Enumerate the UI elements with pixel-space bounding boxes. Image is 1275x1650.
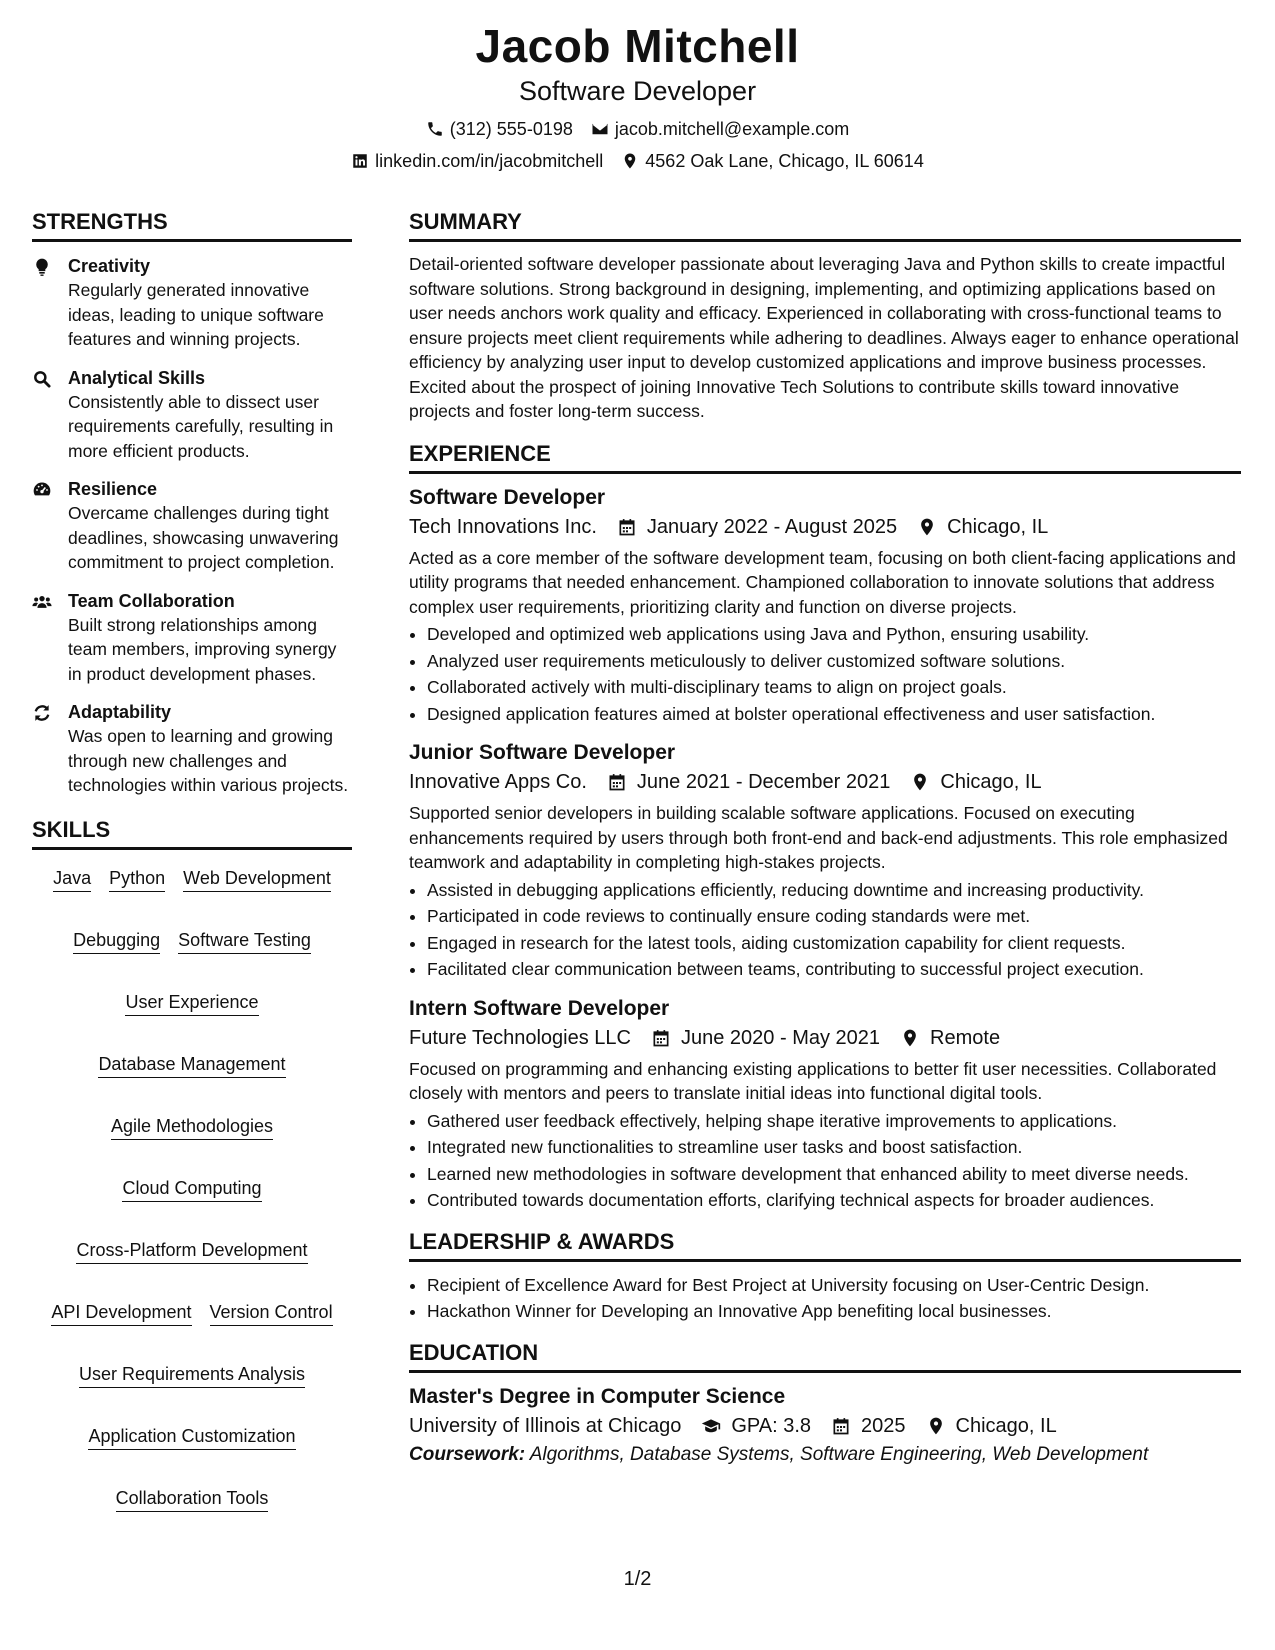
strength-title: Creativity (68, 256, 151, 276)
skill-tag: API Development (51, 1300, 191, 1326)
strength-item-collaboration (32, 589, 352, 687)
strength-title: Adaptability (68, 702, 172, 722)
contact-row-1 (0, 118, 1275, 140)
skill-tag: Debugging (73, 928, 160, 954)
strengths-heading: STRENGTHS (32, 208, 352, 242)
list-item: • Collaborated actively with multi-disciplinary teams to align on project goals. (427, 674, 1241, 701)
strength-title: Team Collaboration (68, 590, 235, 611)
job-entry (409, 995, 1241, 1214)
job-location: Chicago, IL (940, 771, 1042, 793)
education-location: Chicago, IL (955, 1414, 1057, 1437)
skills-heading: SKILLS (32, 816, 352, 850)
awards-heading: LEADERSHIP & AWARDS (409, 1228, 1241, 1262)
list-item: • Designed application features aimed at bolster operational effectiveness and user satisfaction. (427, 701, 1241, 728)
education-entry (409, 1383, 1241, 1469)
list-item: • Gathered user feedback effectively, helping shape iterative improvements to applications. (427, 1108, 1241, 1135)
experience-heading: EXPERIENCE (409, 440, 1241, 474)
strength-desc: Built strong relationships among team members, improving synergy in product development phases. (68, 614, 337, 684)
right-column (409, 208, 1241, 1469)
job-meta (409, 767, 1241, 797)
job-title: Software Developer (409, 485, 606, 509)
job-dates: June 2021 - December 2021 (636, 771, 891, 793)
coursework (409, 1441, 1241, 1469)
phone-text: (312) 555-0198 (449, 119, 573, 139)
skills-list (32, 860, 352, 1512)
list-item: • Participated in code reviews to continually ensure coding standards were met. (427, 903, 1241, 930)
job-location: Remote (930, 1026, 1001, 1049)
graduation-cap-icon (701, 1416, 721, 1436)
resume-header (0, 18, 1275, 172)
strength-item-adaptability (32, 700, 352, 798)
job-meta (409, 1023, 1241, 1053)
address-contact (621, 150, 924, 172)
job-entry (409, 484, 1241, 728)
linkedin-text: linkedin.com/in/jacobmitchell (375, 151, 604, 171)
linkedin-contact[interactable] (351, 150, 603, 172)
calendar-icon (607, 772, 627, 792)
coursework-text: Algorithms, Database Systems, Software Engineering, Web Development (529, 1443, 1149, 1465)
gauge-icon (32, 480, 52, 500)
list-item: • Hackathon Winner for Developing an Innovative App benefiting local businesses. (427, 1298, 1241, 1325)
summary-heading: SUMMARY (409, 208, 1241, 242)
job-description: Focused on programming and enhancing existing applications to better fit user necessities. Collaborated closely with mentors and peers to translate initial ideas into functional digital tools. (409, 1058, 1217, 1103)
summary-text: Detail-oriented software developer passionate about leveraging Java and Python skills to create impactful software solutions. Strong background in designing, implementing, and optimizing applications based on user needs anchors work quality and efficacy. Experienced in collaborating with cross-functional teams to ensure projects meet client requirements while adhering to deadlines. Always eager to enhance operational efficiency by analyzing user input to develop customized applications and improve business processes. Excited about the prospect of joining Innovative Tech Solutions to contribute skills toward innovative projects and foster long-term success. (409, 254, 1239, 421)
education-meta (409, 1411, 1241, 1441)
calendar-icon (617, 517, 637, 537)
map-pin-icon (910, 772, 930, 792)
job-title: Intern Software Developer (409, 996, 670, 1020)
calendar-icon (831, 1416, 851, 1436)
phone-icon (426, 120, 444, 138)
linkedin-icon (351, 152, 369, 170)
job-company: Future Technologies LLC (409, 1026, 631, 1049)
job-company: Tech Innovations Inc. (409, 515, 597, 538)
strength-desc: Overcame challenges during tight deadlines, showcasing unwavering commitment to project completion. (68, 503, 339, 572)
list-item: • Learned new methodologies in software development that enhanced ability to meet diverse needs. (427, 1161, 1241, 1188)
skill-tag: Version Control (210, 1300, 333, 1326)
skill-tag: User Experience (125, 990, 258, 1016)
coursework-label: Coursework: (409, 1443, 526, 1465)
job-bullets (409, 621, 1241, 727)
map-pin-icon (900, 1028, 920, 1048)
map-pin-icon (926, 1416, 946, 1436)
strength-title: Resilience (68, 479, 158, 499)
skill-tag: Application Customization (88, 1424, 295, 1450)
job-entry (409, 739, 1241, 983)
contact-row-2 (0, 150, 1275, 172)
strength-desc: Was open to learning and growing through new challenges and technologies within various projects. (68, 726, 349, 795)
list-item: • Assisted in debugging applications efficiently, reducing downtime and increasing productivity. (427, 877, 1241, 904)
list-item: • Engaged in research for the latest tools, aiding customization capability for client requests. (427, 930, 1241, 957)
strength-title: Analytical Skills (68, 367, 206, 388)
strengths-list (32, 252, 352, 798)
map-pin-icon (621, 152, 639, 170)
awards-list (409, 1272, 1241, 1325)
gpa-text: GPA: 3.8 (731, 1414, 812, 1437)
school-name: University of Illinois at Chicago (409, 1414, 682, 1437)
list-item: • Recipient of Excellence Award for Best Project at University focusing on User-Centric Design. (427, 1272, 1241, 1299)
page-number: 1/2 (623, 1568, 652, 1590)
map-pin-icon (917, 517, 937, 537)
skill-tag: Cloud Computing (122, 1176, 261, 1202)
users-icon (32, 592, 52, 612)
education-heading: EDUCATION (409, 1339, 1241, 1373)
list-item: • Facilitated clear communication between teams, contributing to successful project execution. (427, 956, 1241, 983)
candidate-name: Jacob Mitchell (475, 20, 800, 72)
skill-tag: Cross-Platform Development (76, 1238, 307, 1264)
job-bullets (409, 1108, 1241, 1214)
skill-tag: Agile Methodologies (111, 1114, 273, 1140)
strength-item-analytical (32, 366, 352, 464)
skill-tag: Python (109, 866, 165, 892)
list-item: • Analyzed user requirements meticulously to deliver customized software solutions. (427, 648, 1241, 675)
job-location: Chicago, IL (947, 515, 1049, 538)
job-company: Innovative Apps Co. (409, 771, 587, 793)
search-icon (32, 369, 52, 389)
job-meta (409, 512, 1241, 542)
job-bullets (409, 877, 1241, 983)
education-year: 2025 (861, 1414, 906, 1437)
strength-item-resilience (32, 477, 352, 575)
candidate-title: Software Developer (518, 76, 757, 106)
lightbulb-icon (32, 257, 52, 277)
phone-contact[interactable] (426, 118, 573, 140)
skill-tag: Software Testing (178, 928, 311, 954)
job-dates: June 2020 - May 2021 (681, 1026, 881, 1049)
list-item: • Integrated new functionalities to streamline user tasks and boost satisfaction. (427, 1134, 1241, 1161)
job-description: Acted as a core member of the software development team, focusing on both client-facing applications and utility programs that needed enhancement. Championed collaboration to innovate solutions that address complex user requirements, prioritizing clarity and function on diverse projects. (409, 547, 1236, 617)
address-text: 4562 Oak Lane, Chicago, IL 60614 (645, 151, 924, 171)
list-item: • Contributed towards documentation efforts, clarifying technical aspects for broader audiences. (427, 1187, 1241, 1214)
skill-tag: User Requirements Analysis (79, 1362, 305, 1388)
strength-desc: Consistently able to dissect user requirements carefully, resulting in more efficient products. (68, 391, 334, 461)
sync-icon (32, 703, 52, 723)
job-dates: January 2022 - August 2025 (646, 515, 898, 538)
skill-tag: Database Management (98, 1052, 285, 1078)
strength-desc: Regularly generated innovative ideas, leading to unique software features and winning projects. (68, 280, 324, 349)
email-contact[interactable] (591, 118, 849, 140)
list-item: • Developed and optimized web applications using Java and Python, ensuring usability. (427, 621, 1241, 648)
degree-title: Master's Degree in Computer Science (409, 1384, 786, 1408)
email-text: jacob.mitchell@example.com (614, 119, 850, 139)
left-column (32, 208, 352, 1512)
job-title: Junior Software Developer (409, 741, 676, 764)
skill-tag: Java (53, 866, 91, 892)
job-description: Supported senior developers in building scalable software applications. Focused on executing enhancements required by users through both front-end and back-end adjustments. This role emphasized teamwork and adaptability in completing high-stakes projects. (409, 803, 1228, 872)
skill-tag: Collaboration Tools (116, 1486, 269, 1512)
strength-item-creativity (32, 254, 352, 352)
skill-tag: Web Development (183, 866, 331, 892)
calendar-icon (651, 1028, 671, 1048)
envelope-icon (591, 120, 609, 138)
